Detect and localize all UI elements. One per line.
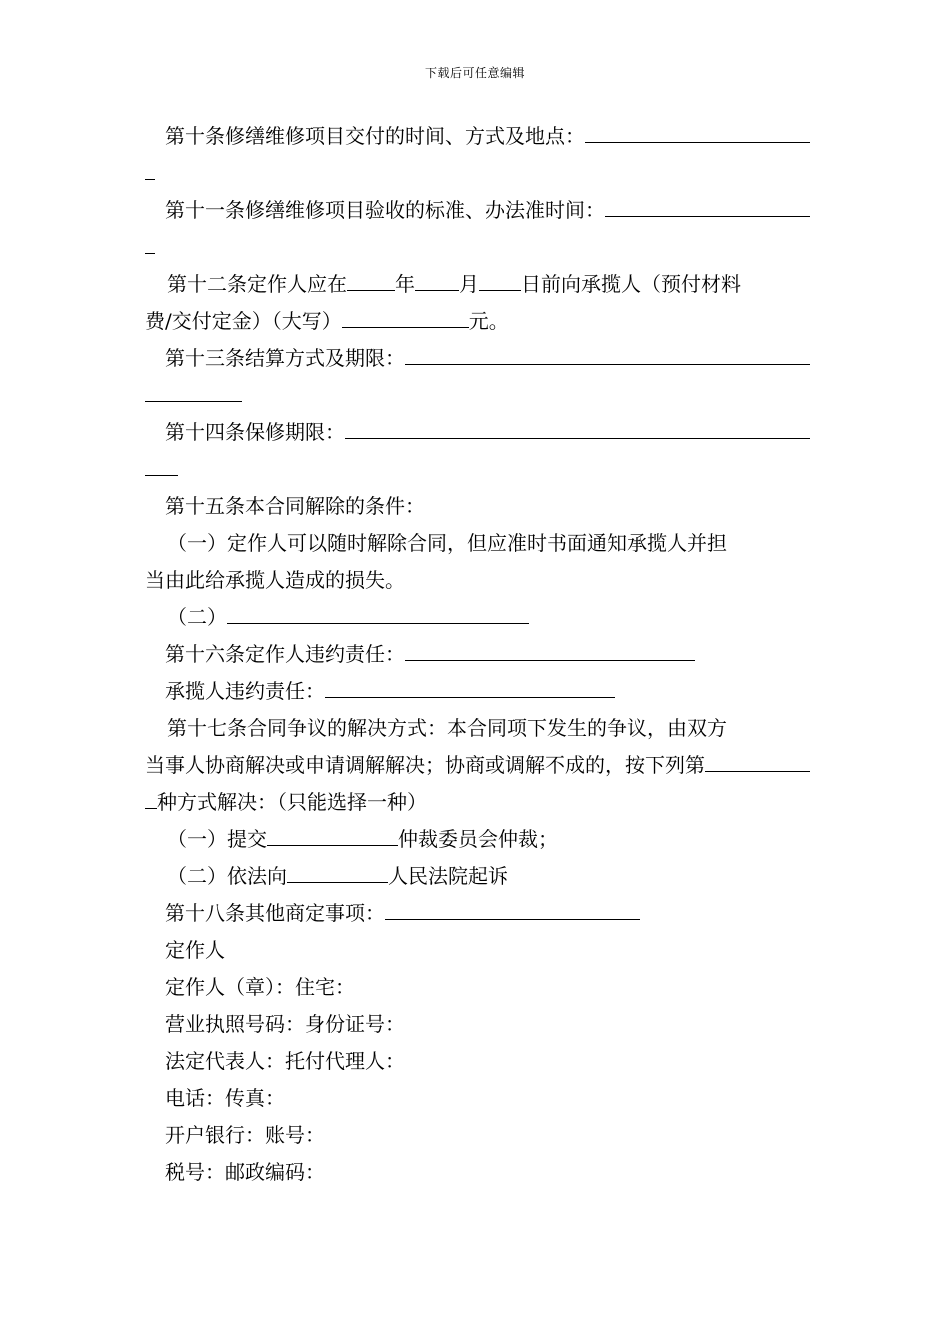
article-13	[145, 340, 810, 377]
article-10-overflow	[145, 155, 810, 192]
article-11-text: 第十一条修缮维修项目验收的标准、办法准时间：	[165, 198, 605, 222]
blank-line	[342, 303, 469, 328]
party-license: 营业执照号码：身份证号：	[165, 1012, 405, 1036]
blank-line	[145, 377, 242, 402]
blank-line	[405, 636, 695, 661]
item-2-label: （二）	[167, 605, 227, 629]
article-14-text: 第十四条保修期限：	[165, 420, 345, 444]
article-16-text: 第十六条定作人违约责任：	[165, 642, 405, 666]
blank-line	[605, 192, 810, 217]
article-12-line-2	[145, 303, 810, 340]
article-15-item-1-cont: 当由此给承揽人造成的损失。	[145, 568, 405, 592]
article-17-option-2	[145, 858, 810, 895]
party-representative: 法定代表人：托付代理人：	[165, 1049, 405, 1073]
blank-line	[267, 821, 398, 846]
party-heading: 定作人	[165, 938, 225, 962]
blank-line	[145, 229, 155, 254]
yuan-label: 元。	[468, 309, 509, 333]
article-11-overflow	[145, 229, 810, 266]
article-10-text: 第十条修缮维修项目交付的时间、方式及地点：	[165, 124, 585, 148]
blank-line	[345, 414, 810, 439]
article-16	[145, 636, 810, 673]
blank-line	[347, 266, 395, 291]
option-2-label: （二）依法向	[167, 864, 287, 888]
option-2-suffix: 人民法院起诉	[388, 864, 508, 888]
article-14	[145, 414, 810, 451]
blank-line	[705, 747, 810, 772]
month-label: 月	[459, 272, 479, 296]
blank-line	[385, 895, 640, 920]
contractor-liability-text: 承揽人违约责任：	[165, 679, 325, 703]
article-12-line-1	[145, 266, 810, 303]
article-17-line-1: 第十七条合同争议的解决方式：本合同项下发生的争议，由双方	[167, 716, 727, 740]
blank-line	[479, 266, 521, 291]
article-13-overflow	[145, 377, 810, 414]
article-14-overflow	[145, 451, 810, 488]
blank-line	[415, 266, 459, 291]
article-17-line-2	[145, 747, 810, 784]
party-bank: 开户银行：账号：	[165, 1123, 325, 1147]
article-15-item-1: （一）定作人可以随时解除合同，但应准时书面通知承揽人并担	[167, 531, 727, 555]
day-label: 日前向承揽人（预付材料	[521, 272, 741, 296]
article-12-text-2: 费/交付定金）（大写）	[145, 309, 342, 333]
blank-line	[145, 784, 157, 809]
blank-line	[585, 118, 810, 143]
article-12-text: 第十二条定作人应在	[167, 272, 347, 296]
party-seal: 定作人（章）：住宅：	[165, 975, 355, 999]
article-17-text-3: 种方式解决：（只能选择一种）	[157, 790, 427, 814]
article-15: 第十五条本合同解除的条件：	[165, 494, 425, 518]
article-18-text: 第十八条其他商定事项：	[165, 901, 385, 925]
blank-line	[145, 155, 155, 180]
article-18	[145, 895, 810, 932]
article-10	[145, 118, 810, 155]
year-label: 年	[395, 272, 415, 296]
blank-line	[287, 858, 388, 883]
party-phone: 电话：传真：	[165, 1086, 285, 1110]
blank-line	[405, 340, 810, 365]
article-15-item-2	[145, 599, 810, 636]
article-11	[145, 192, 810, 229]
party-tax: 税号：邮政编码：	[165, 1160, 325, 1184]
article-13-text: 第十三条结算方式及期限：	[165, 346, 405, 370]
article-17-text-2: 当事人协商解决或申请调解解决；协商或调解不成的，按下列第	[145, 753, 705, 777]
blank-line	[227, 599, 529, 624]
option-1-label: （一）提交	[167, 827, 267, 851]
contract-body	[145, 118, 810, 1191]
page-header: 下载后可任意编辑	[424, 66, 525, 80]
article-16-contractor	[145, 673, 810, 710]
article-17-option-1	[145, 821, 810, 858]
blank-line	[145, 451, 178, 476]
blank-line	[325, 673, 615, 698]
option-1-suffix: 仲裁委员会仲裁；	[398, 827, 558, 851]
article-17-line-3	[145, 784, 810, 821]
